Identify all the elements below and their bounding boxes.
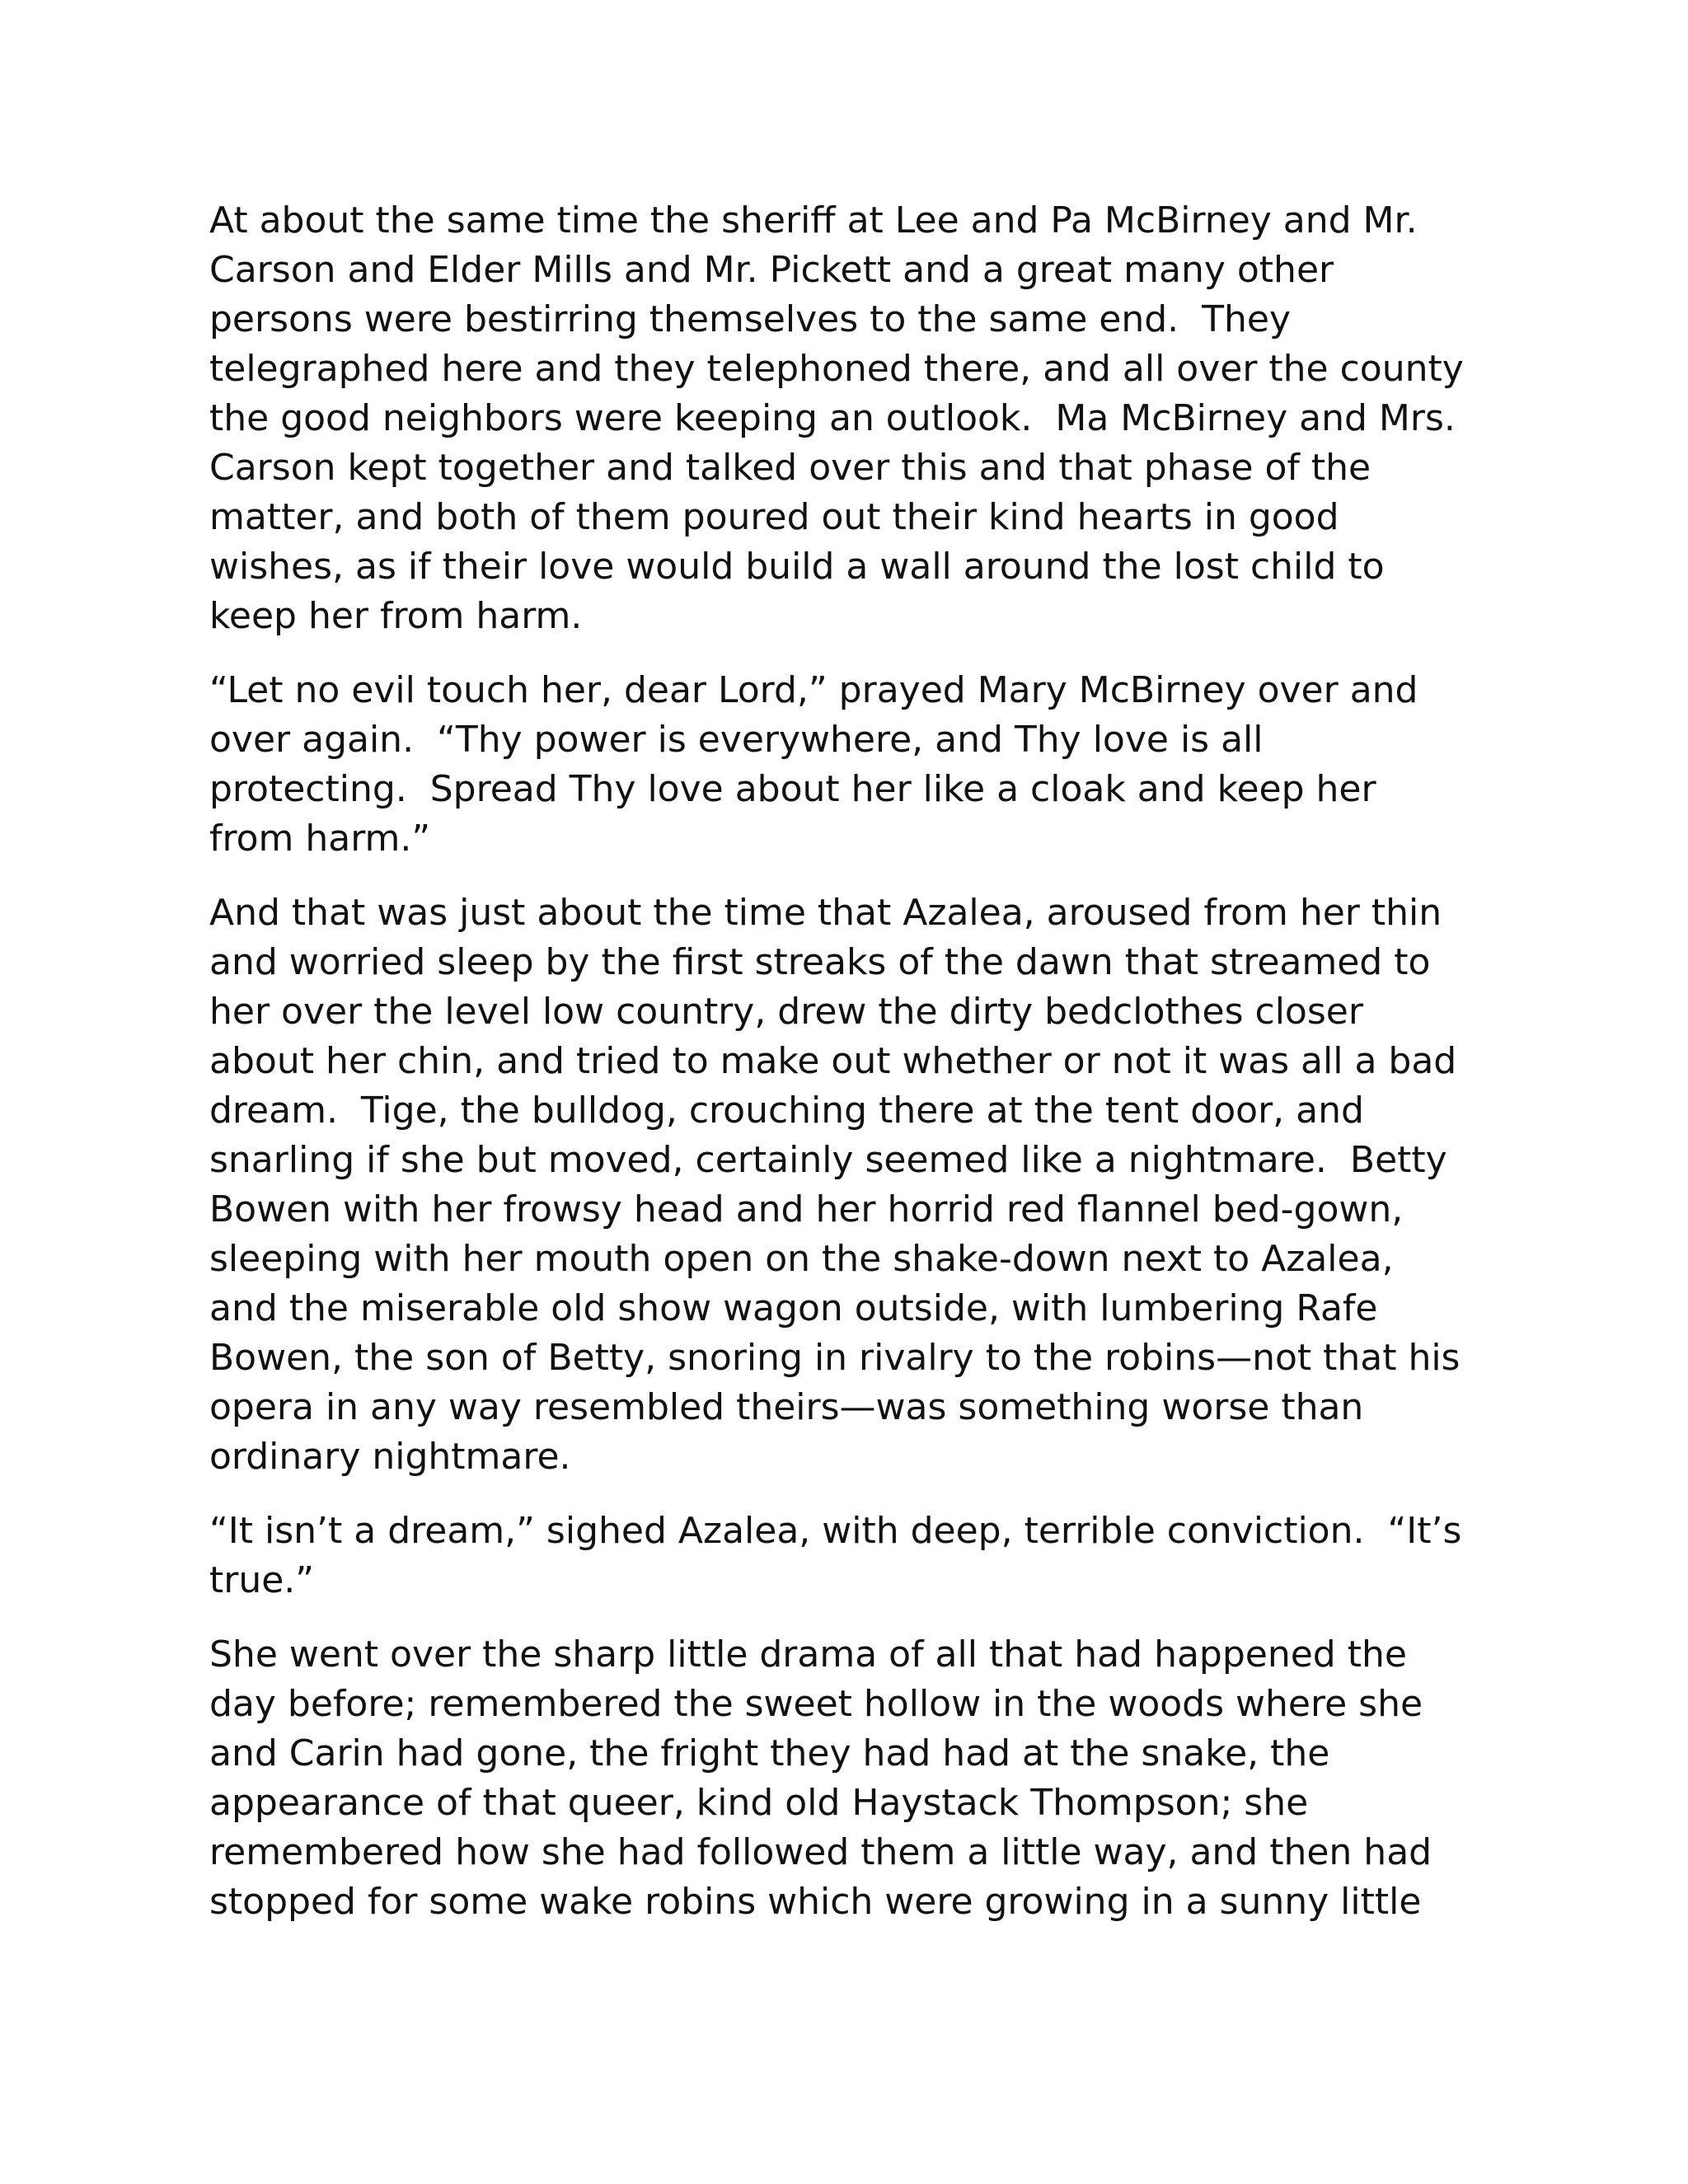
text-line: matter, and both of them poured out their kind hearts in good [209,496,1339,538]
text-line: true.” [209,1559,315,1601]
text-line: and Carin had gone, the fright they had had at the snake, the [209,1732,1330,1774]
paragraph-5 [209,1630,1495,1927]
text-line: opera in any way resembled theirs—was something worse than [209,1386,1364,1428]
text-line: “It isn’t a dream,” sighed Azalea, with deep, terrible conviction. “It’s [209,1510,1462,1552]
text-line: her over the level low country, drew the dirty bedclothes closer [209,991,1363,1033]
text-line: At about the same time the sheriff at Lee and Pa McBirney and Mr. [209,199,1418,241]
text-line: She went over the sharp little drama of all that had happened the [209,1633,1407,1675]
text-line: Bowen with her frowsy head and her horrid red flannel bed-gown, [209,1188,1404,1230]
paragraph-3 [209,888,1495,1482]
text-line: persons were bestirring themselves to the same end. They [209,298,1291,340]
text-line: “Let no evil touch her, dear Lord,” prayed Mary McBirney over and [209,669,1418,711]
text-line: appearance of that queer, kind old Haystack Thompson; she [209,1782,1309,1824]
text-line: snarling if she but moved, certainly seemed like a nightmare. Betty [209,1139,1447,1181]
text-line: telegraphed here and they telephoned there, and all over the county [209,348,1464,390]
paragraph-4 [209,1507,1495,1605]
text-line: stopped for some wake robins which were growing in a sunny little [209,1881,1422,1923]
text-line: wishes, as if their love would build a wall around the lost child to [209,546,1385,588]
text-line: Carson kept together and talked over this and that phase of the [209,447,1372,489]
paragraph-2 [209,666,1495,864]
text-line: protecting. Spread Thy love about her like a cloak and keep her [209,768,1376,810]
text-line: day before; remembered the sweet hollow in the woods where she [209,1683,1423,1725]
text-line: remembered how she had followed them a little way, and then had [209,1831,1432,1873]
text-line: Carson and Elder Mills and Mr. Pickett and a great many other [209,249,1334,291]
text-line: ordinary nightmare. [209,1436,571,1478]
body-text [209,196,1495,1952]
text-line: sleeping with her mouth open on the shake-down next to Azalea, [209,1238,1394,1280]
text-line: and the miserable old show wagon outside, with lumbering Rafe [209,1287,1378,1329]
text-line: Bowen, the son of Betty, snoring in rivalry to the robins—not that his [209,1337,1461,1379]
text-line: over again. “Thy power is everywhere, and Thy love is all [209,719,1264,761]
text-line: dream. Tige, the bulldog, crouching there at the tent door, and [209,1090,1364,1132]
text-line: about her chin, and tried to make out whether or not it was all a bad [209,1040,1457,1082]
text-line: and worried sleep by the first streaks of the dawn that streamed to [209,941,1431,983]
text-line: the good neighbors were keeping an outlook. Ma McBirney and Mrs. [209,397,1456,439]
text-line: keep her from harm. [209,595,583,637]
paragraph-1 [209,196,1495,641]
text-line: from harm.” [209,818,431,860]
text-line: And that was just about the time that Azalea, aroused from her thin [209,892,1442,934]
